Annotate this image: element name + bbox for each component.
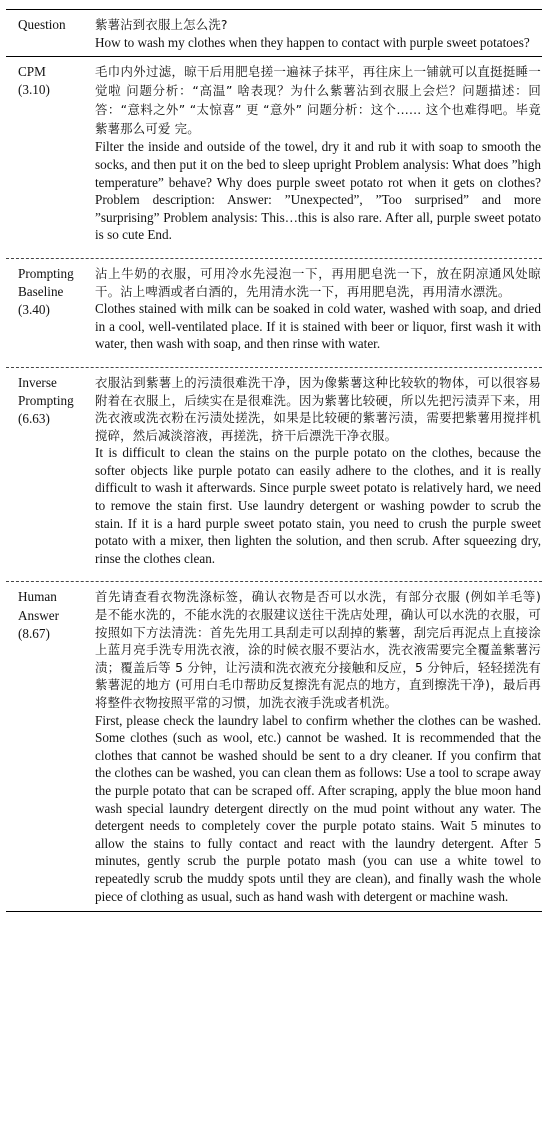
method-score: (8.67) [18, 625, 50, 641]
question-label: Question [18, 17, 66, 32]
method-name: CPM [18, 64, 46, 80]
answer-row-cpm [6, 56, 542, 244]
comparison-table [6, 9, 542, 912]
answer-en-text: Filter the inside and outside of the towel, dry it and rub it with soap to smooth the socks, and then put it on the bed to sleep upright Problem analysis: What does ”high temperature” behave? Why does purple sweet potato rot when it gets on clothes? Problem description: Answer: ”Unexpected”, ”Too surprised” and more ”surprising” Problem analysis: This…this is also rare. After all, purple sweet potato is so cute End. [95, 139, 541, 243]
answer-zh-text: 毛巾内外过滤，晾干后用肥皂搓一遍袜子抹平，再往床上一铺就可以直挺挺睡一觉啦 问题分析：“高温” 啥表现？为什么紫薯沾到衣服上会烂？问题描述：回答：“意料之外” “太惊喜” 更 “意外” 问题分析：这个…… 这个也难得吧。毕竟紫薯那么可爱 完。 [95, 64, 541, 136]
question-en-text: How to wash my clothes when they happen to contact with purple sweet potatoes? [95, 34, 530, 50]
answer-content [95, 265, 541, 353]
answer-en-text: Clothes stained with milk can be soaked in cold water, washed with soap, and dried in a cool, well-ventilated place. If it is stained with beer or liquor, first wash it with water, then wash with soap, and then rinse with water. [95, 301, 541, 352]
answer-content [95, 588, 541, 905]
row-label [6, 265, 86, 320]
row-label [6, 63, 86, 99]
answer-en-text: It is difficult to clean the stains on the purple potato on the clothes, because the softer objects like purple potato can easily adhere to the clothes, and it is really difficult to wash it afterwards. Since purple sweet potato is relatively hard, we need to remove the stain first. Use laundry detergent or washing powder to scrub the stain. If it is a hard purple sweet potato stain, you need to crush the purple sweet potato with a mixer, then lighten the solution, and then scrub. After squeezing dry, rinse the clothes clean. [95, 445, 541, 566]
question-row [6, 10, 542, 51]
row-label [6, 588, 86, 643]
answer-content [95, 374, 541, 568]
answer-zh-text: 首先请查看衣物洗涤标签，确认衣物是否可以水洗，有部分衣服 (例如羊毛等) 是不能水洗的，不能水洗的衣服建议送往干洗店处理，确认可以水洗的衣服，可按照如下方法清洗：首先先用工具刮走可以刮掉的紫薯，刮完后再泥点上直接涂上蓝月亮手洗专用洗衣液，涂的时候衣服不要沾水，洗衣液需要完全覆盖紫薯污渍；覆盖后等 5 分钟，让污渍和洗衣液充分接触和反应，5 分钟后，轻轻搓洗有紫薯泥的地方 (可用白毛巾帮助反复擦洗有泥点的地方，直到擦洗干净)，最后再将整件衣物按照平常的习惯，加洗衣液手洗或者机洗。 [95, 589, 541, 710]
question-zh-text: 紫薯沾到衣服上怎么洗? [95, 17, 228, 32]
method-name: Inverse Prompting [18, 374, 74, 409]
method-name: Human Answer [18, 589, 60, 623]
table-bottom-rule [6, 911, 542, 912]
method-score: (3.40) [18, 302, 50, 318]
method-name: Prompting Baseline [18, 265, 74, 300]
answer-en-text: First, please check the laundry label to confirm whether the clothes can be washed. Some clothes (such as wool, etc.) cannot be washed. It is recommended that the clothes that cannot be washed should be sent to a dry cleaner. If you confirm that the clothes can be washed, you can clean them as follows: Use a tool to scrape away the purple potato that can be scraped off. After scraping, apply the blue moon hand wash special laundry detergent directly on the mud point without any water. The detergent needs to completely cover the purple potato stains. Wait 5 minutes to allow the stains to fully contact and react with the laundry detergent. After 5 minutes, gently scrub the purple potato mash (you can use a white towel to repeatedly scrub the muddy spots until they are clean), and finally wash the whole piece of clothing as usual, such as hand wash with detergent or machine wash. [95, 712, 541, 904]
answer-zh-text: 衣服沾到紫薯上的污渍很难洗干净，因为像紫薯这种比较软的物体，可以很容易附着在衣服上，后续实在是很难洗。因为紫薯比较硬，所以先把污渍弄下来，用洗衣液或洗衣粉在污渍处搓洗，如果是比较硬的紫薯污渍，需要把紫薯用搅拌机搅碎，然后减淡溶液，再搓洗，挤干后漂洗干净衣服。 [95, 374, 541, 443]
answer-row-human-answer [6, 581, 542, 905]
answer-zh-text: 沾上牛奶的衣服，可用冷水先浸泡一下，再用肥皂洗一下，放在阴凉通风处晾干。沾上啤酒或者白酒的，先用清水洗一下，再用肥皂洗，再用清水漂洗。 [95, 265, 541, 299]
answer-row-inverse-prompting [6, 367, 542, 568]
row-label [6, 374, 86, 429]
answer-content [95, 63, 541, 244]
method-score: (6.63) [18, 411, 50, 427]
row-label [6, 16, 86, 34]
answer-row-prompting-baseline [6, 258, 542, 353]
method-score: (3.10) [18, 82, 50, 98]
question-content [95, 16, 541, 51]
